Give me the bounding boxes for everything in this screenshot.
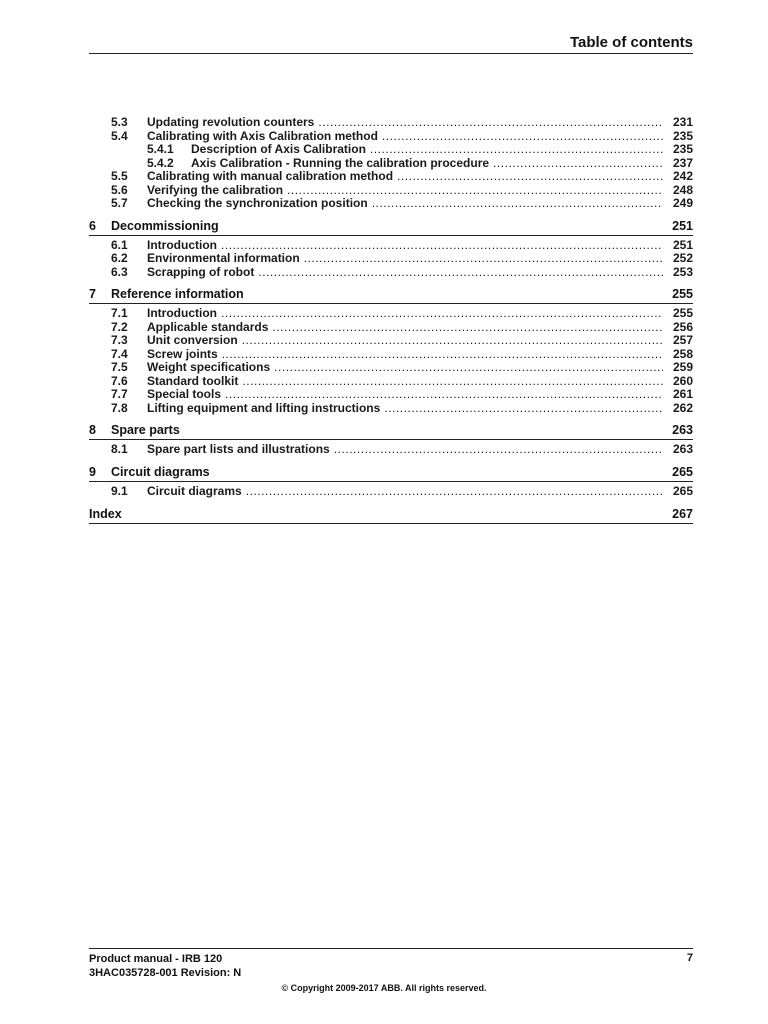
footer-manual-title: Product manual - IRB 120 (89, 953, 223, 965)
header-rule (89, 53, 693, 54)
toc-entry-5-5[interactable]: 5.5 Calibrating with manual calibration method . . . 242 (89, 170, 693, 184)
toc-entry-5-4-2[interactable]: 5.4.2 Axis Calibration - Running the calibration procedure . . . 237 (89, 157, 693, 171)
copyright-notice: © Copyright 2009-2017 ABB. All rights reserved. (281, 983, 487, 993)
toc-entry-5-4[interactable]: 5.4 Calibrating with Axis Calibration method . . . 235 (89, 130, 693, 144)
toc-chapter-7[interactable]: 7 Reference information 255 (89, 286, 693, 304)
toc-entry-7-2[interactable]: 7.2 Applicable standards . . . 256 (89, 321, 693, 335)
toc-chapter-8[interactable]: 8 Spare parts 263 (89, 422, 693, 440)
toc-entry-6-3[interactable]: 6.3 Scrapping of robot . . . 253 (89, 266, 693, 280)
toc-entry-7-5[interactable]: 7.5 Weight specifications . . . 259 (89, 361, 693, 375)
footer-doc-id: 3HAC035728-001 Revision: N (89, 967, 242, 979)
toc-entry-7-7[interactable]: 7.7 Special tools . . . 261 (89, 388, 693, 402)
toc-entry-5-3[interactable]: 5.3 Updating revolution counters . . . 231 (89, 116, 693, 130)
toc-entry-7-8[interactable]: 7.8 Lifting equipment and lifting instructions . . . 262 (89, 402, 693, 416)
toc-entry-5-4-1[interactable]: 5.4.1 Description of Axis Calibration . . . 235 (89, 143, 693, 157)
table-of-contents (89, 116, 693, 527)
toc-entry-7-3[interactable]: 7.3 Unit conversion . . . 257 (89, 334, 693, 348)
footer-info (89, 952, 241, 980)
toc-entry-7-4[interactable]: 7.4 Screw joints . . . 258 (89, 348, 693, 362)
toc-entry-6-2[interactable]: 6.2 Environmental information . . . 252 (89, 252, 693, 266)
toc-entry-5-6[interactable]: 5.6 Verifying the calibration . . . 248 (89, 184, 693, 198)
page-number: 7 (686, 952, 693, 964)
page-title: Table of contents (569, 34, 693, 51)
toc-entry-9-1[interactable]: 9.1 Circuit diagrams . . . 265 (89, 485, 693, 499)
toc-entry-8-1[interactable]: 8.1 Spare part lists and illustrations . . . 263 (89, 443, 693, 457)
toc-chapter-9[interactable]: 9 Circuit diagrams 265 (89, 464, 693, 482)
toc-entry-7-1[interactable]: 7.1 Introduction . . . 255 (89, 307, 693, 321)
toc-chapter-6[interactable]: 6 Decommissioning 251 (89, 218, 693, 236)
toc-index[interactable]: Index 267 (89, 506, 693, 524)
toc-entry-5-7[interactable]: 5.7 Checking the synchronization position . . . 249 (89, 197, 693, 211)
toc-entry-6-1[interactable]: 6.1 Introduction . . . 251 (89, 239, 693, 253)
footer-rule (89, 948, 693, 949)
toc-entry-7-6[interactable]: 7.6 Standard toolkit . . . 260 (89, 375, 693, 389)
